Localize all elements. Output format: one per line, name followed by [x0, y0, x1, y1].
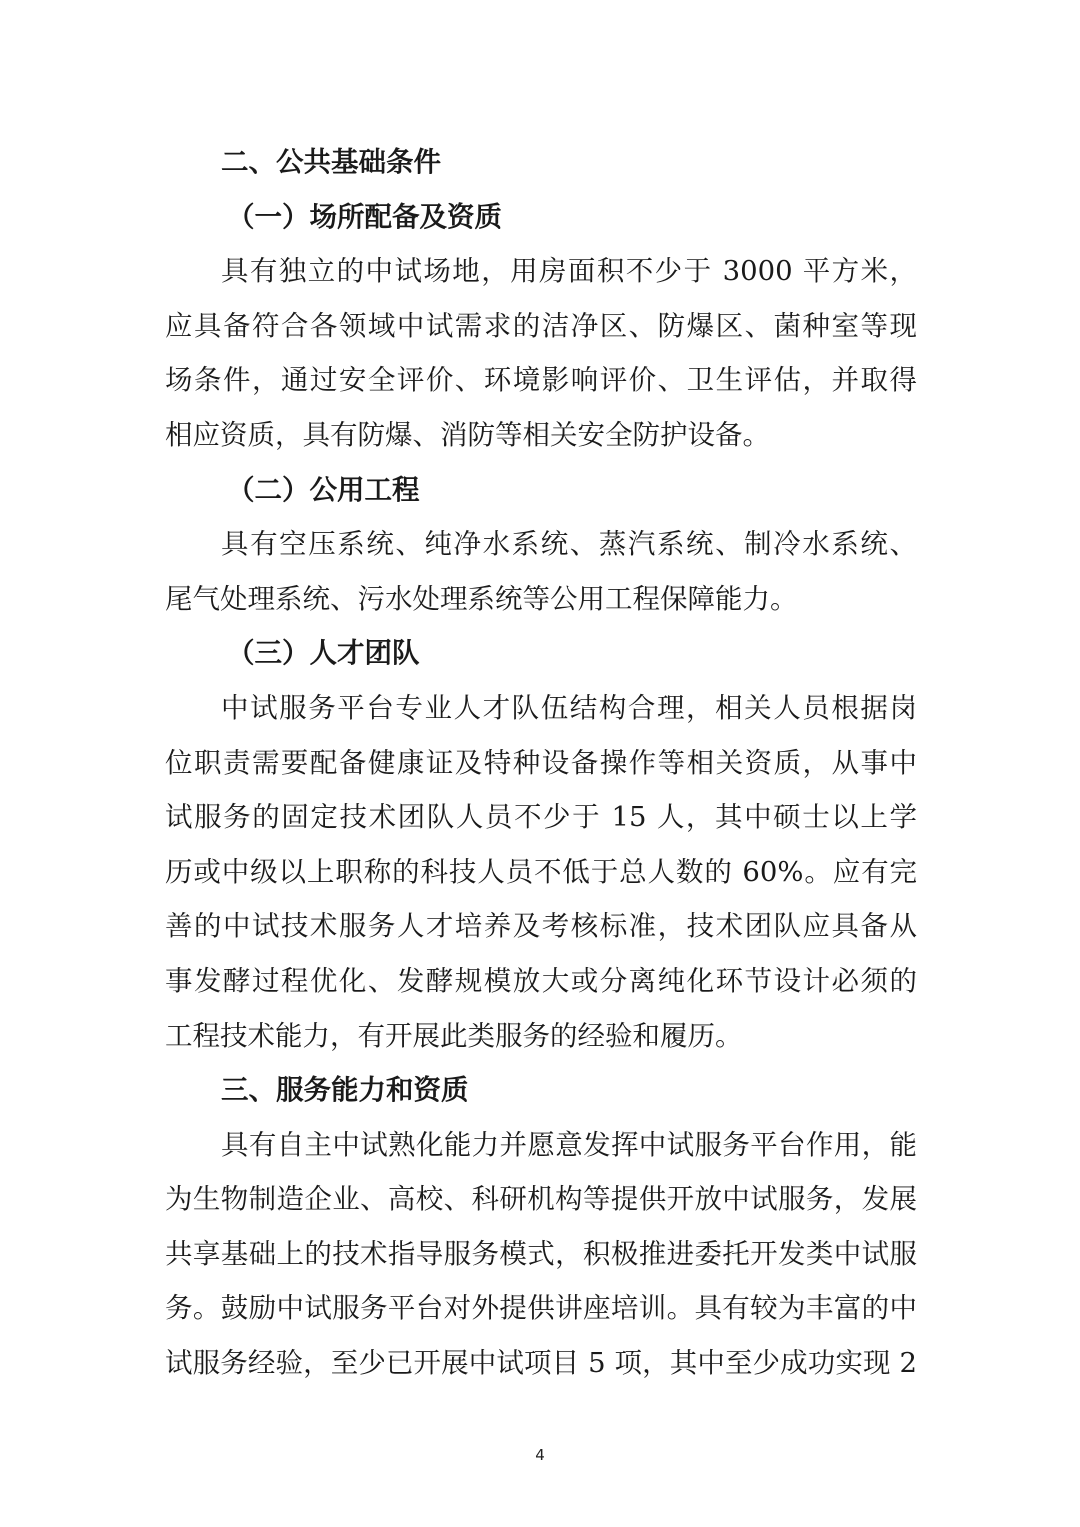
paragraph-line: 具有自主中试熟化能力并愿意发挥中试服务平台作用，能 — [221, 1128, 917, 1161]
document-body — [165, 135, 917, 1391]
paragraph-line: 工程技术能力，有开展此类服务的经验和履历。 — [165, 1019, 743, 1052]
paragraph-line: 务。鼓励中试服务平台对外提供讲座培训。具有较为丰富的中 — [165, 1292, 917, 1325]
section-heading-public-infrastructure: 二、公共基础条件 — [221, 146, 441, 178]
subsection-heading-public-utilities: （二）公用工程 — [227, 473, 420, 506]
page-number: 4 — [535, 1446, 545, 1464]
paragraph-line: 历或中级以上职称的科技人员不低于总人数的 60%。应有完 — [165, 855, 917, 888]
paragraph-line: 尾气处理系统、污水处理系统等公用工程保障能力。 — [165, 582, 798, 615]
paragraph-line: 试服务的固定技术团队人员不少于 15 人，其中硕士以上学 — [165, 801, 917, 834]
subsection-heading-site-facilities: （一）场所配备及资质 — [227, 200, 502, 233]
section-heading-service-capability: 三、服务能力和资质 — [221, 1074, 469, 1107]
paragraph-line: 共享基础上的技术指导服务模式，积极推进委托开发类中试服 — [165, 1237, 917, 1270]
paragraph-line: 为生物制造企业、高校、科研机构等提供开放中试服务，发展 — [165, 1183, 917, 1216]
paragraph-line: 善的中试技术服务人才培养及考核标准，技术团队应具备从 — [165, 910, 917, 943]
paragraph-line: 相应资质，具有防爆、消防等相关安全防护设备。 — [165, 418, 770, 451]
paragraph-line: 位职责需要配备健康证及特种设备操作等相关资质，从事中 — [165, 746, 917, 779]
paragraph-line: 事发酵过程优化、发酵规模放大或分离纯化环节设计必须的 — [165, 964, 917, 997]
paragraph-line: 具有空压系统、纯净水系统、蒸汽系统、制冷水系统、 — [221, 528, 917, 561]
paragraph-line: 场条件，通过安全评价、环境影响评价、卫生评估，并取得 — [165, 364, 917, 397]
paragraph-line: 试服务经验，至少已开展中试项目 5 项，其中至少成功实现 2 — [165, 1347, 917, 1380]
paragraph-line: 应具备符合各领域中试需求的洁净区、防爆区、菌种室等现 — [165, 309, 917, 342]
paragraph-line: 具有独立的中试场地，用房面积不少于 3000 平方米， — [221, 255, 917, 288]
subsection-heading-talent-team: （三）人才团队 — [227, 637, 420, 670]
paragraph-line: 中试服务平台专业人才队伍结构合理，相关人员根据岗 — [221, 691, 917, 724]
